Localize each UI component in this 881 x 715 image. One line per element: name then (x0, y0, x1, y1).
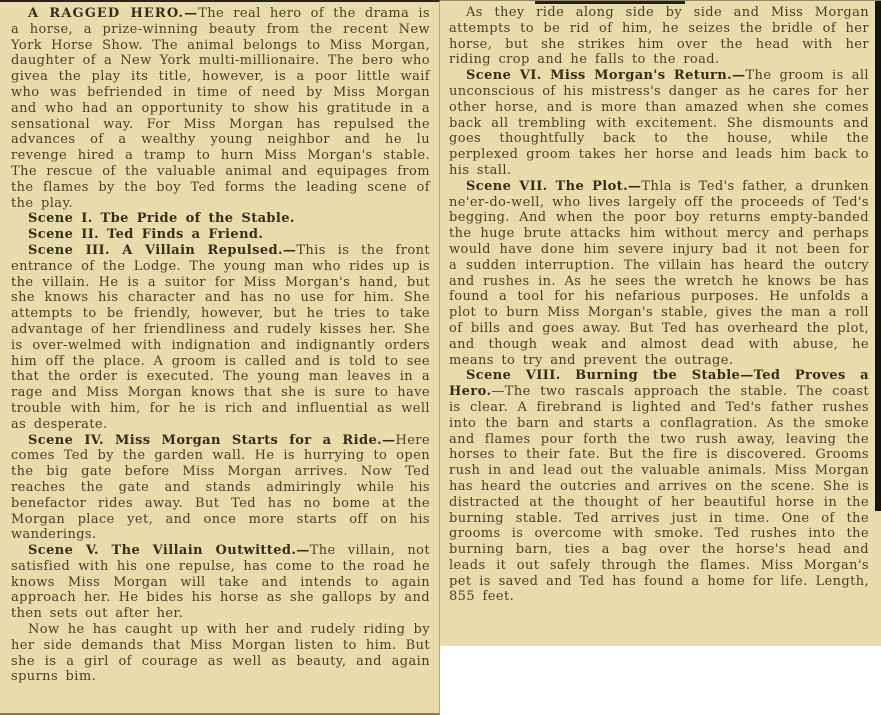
scene-6-heading: Scene VI. Miss Morgan's Return.— (466, 68, 746, 84)
scan-edge-top (535, 1, 685, 4)
scene-1-line (11, 211, 430, 227)
paragraph-text: Thla is Ted's father, a drunken ne'er-do-well, who lives largely off the proceeds of Ted's begging. And when the poor boy returns empty-banded the huge brute attacks him without mercy and perhaps would have done him severe injury bad it not been for a sudden interruption. The villain has heard the outcry and rushes in. As he sees the wretch he knows be has found a tool for his nefarious purposes. He unfolds a plot to burn Miss Morgan's stable, gives the man a roll of bills and goes away. But Ted has overheard the plot, and though weak and almost dead with abuse, he means to try and prevent the outrage. (449, 178, 869, 368)
paragraph-text: The real hero of the drama is a horse, a prize-winning beauty from the recent New York Horse Show. The animal belongs to Miss Morgan, daughter of a New York multi-millionaire. The bero who givea the play its title, however, is a poor little waif who was befriended in time of need by Miss Morgan and who had an opportunity to show his gratitude in a sensational way. For Miss Morgan has repulsed the advances of a wealthy young neighbor and he lu revenge hired a tramp to hurn Miss Morgan's stable. The rescue of the valuable animal and equipages from the flames by the boy Ted forms the leading scene of the play. (11, 6, 430, 211)
article-lead-paragraph (11, 6, 430, 211)
scene-6-paragraph (449, 68, 869, 179)
scene-4-paragraph (11, 433, 430, 544)
scan-edge-right (875, 1, 881, 511)
paragraph-text: Here comes Ted by the garden wall. He is hurrying to open the big gate before Miss Morgan arrives. Now Ted reaches the gate and stands admiringly while his benefactor rides away. But Ted has no bome at the Morgan place yet, and once more starts off on his wanderings. (11, 432, 430, 543)
scene-5-paragraph (11, 543, 430, 622)
scene-3-paragraph (11, 243, 430, 433)
scene-5-heading: Scene V. The Villain Outwitted.— (28, 543, 310, 559)
scene-5-continuation-paragraph (449, 5, 869, 68)
scene-2-line (11, 227, 430, 243)
scene-2-heading: Scene II. Ted Finds a Friend. (28, 227, 264, 243)
scene-8-heading: Scene VIII. Burning tbe Stable—Ted Proves a Hero. (449, 368, 869, 400)
scene-5-continuation-paragraph (11, 622, 430, 685)
scene-4-heading: Scene IV. Miss Morgan Starts for a Ride.— (28, 432, 396, 448)
article-title: A RAGGED HERO.— (28, 6, 199, 21)
scene-7-heading: Scene VII. The Plot.— (466, 178, 642, 194)
scene-7-paragraph (449, 179, 869, 369)
paragraph-text: This is the front entrance of the Lodge. The young man who rides up is the villain. He is a suitor for Miss Morgan's hand, but she knows his character and has no use for him. She attempts to be friendly, however, but he tries to take advantage of her friendliness and rudely kisses her. She is over-welmed with indignation and indignantly orders him off the place. A groom is called and is told to see that the order is executed. The young man leaves in a rage and Miss Morgan knows that she is sure to have trouble with him, for he is rich and influential as well as desperate. (11, 242, 431, 432)
paragraph-text: —The two rascals approach the stable. The coast is clear. A firebrand is lighted and Ted's father rushes into the barn and starts a conflagration. As the smoke and flames pour forth the two rush away, leaving the horses to their fate. But the fire is discovered. Grooms rush in and lead out the valuable animals. Miss Morgan has heard the outcries and arrives on the scene. She is distracted at the thought of her beautiful horse in the burning stable. Ted arrives just in time. One of the grooms is overcome with smoke. Ted rushes into the burning barn, ties a bag over the horse's head and leads it out safely through the flames. Miss Morgan's pet is saved and Ted has found a home for life. Length, 855 feet. (449, 384, 869, 605)
left-column (0, 0, 440, 715)
paragraph-text: The groom is all unconscious of his mistress's danger as he cares for her other horse, and is more than amazed when she comes back all trembling with excitement. She dismounts and goes thoughtfully back to the house, while the perplexed groom takes her horse and leads him back to his stall. (449, 68, 869, 178)
paragraph-text: The villain, not satisfied with his one repulse, has come to the road he knows Miss Morgan will take and intends to again approach her. He bides his horse as she gallops by and then sets out after her. (11, 543, 430, 622)
scene-3-heading: Scene III. A Villain Repulsed.— (28, 242, 297, 258)
paragraph-text: Now he has caught up with her and rudely riding by her side demands that Miss Morgan listen to him. But she is a girl of courage as well as beauty, and again spurns bim. (11, 622, 430, 685)
scene-8-paragraph (449, 368, 869, 605)
scene-1-heading: Scene I. Tbe Pride of the Stable. (28, 211, 295, 227)
right-column (440, 0, 881, 646)
paragraph-text: As they ride along side by side and Miss Morgan attempts to be rid of him, he seizes the bridle of her horse, but she strikes him over the head with her riding crop and he falls to the road. (449, 5, 869, 68)
